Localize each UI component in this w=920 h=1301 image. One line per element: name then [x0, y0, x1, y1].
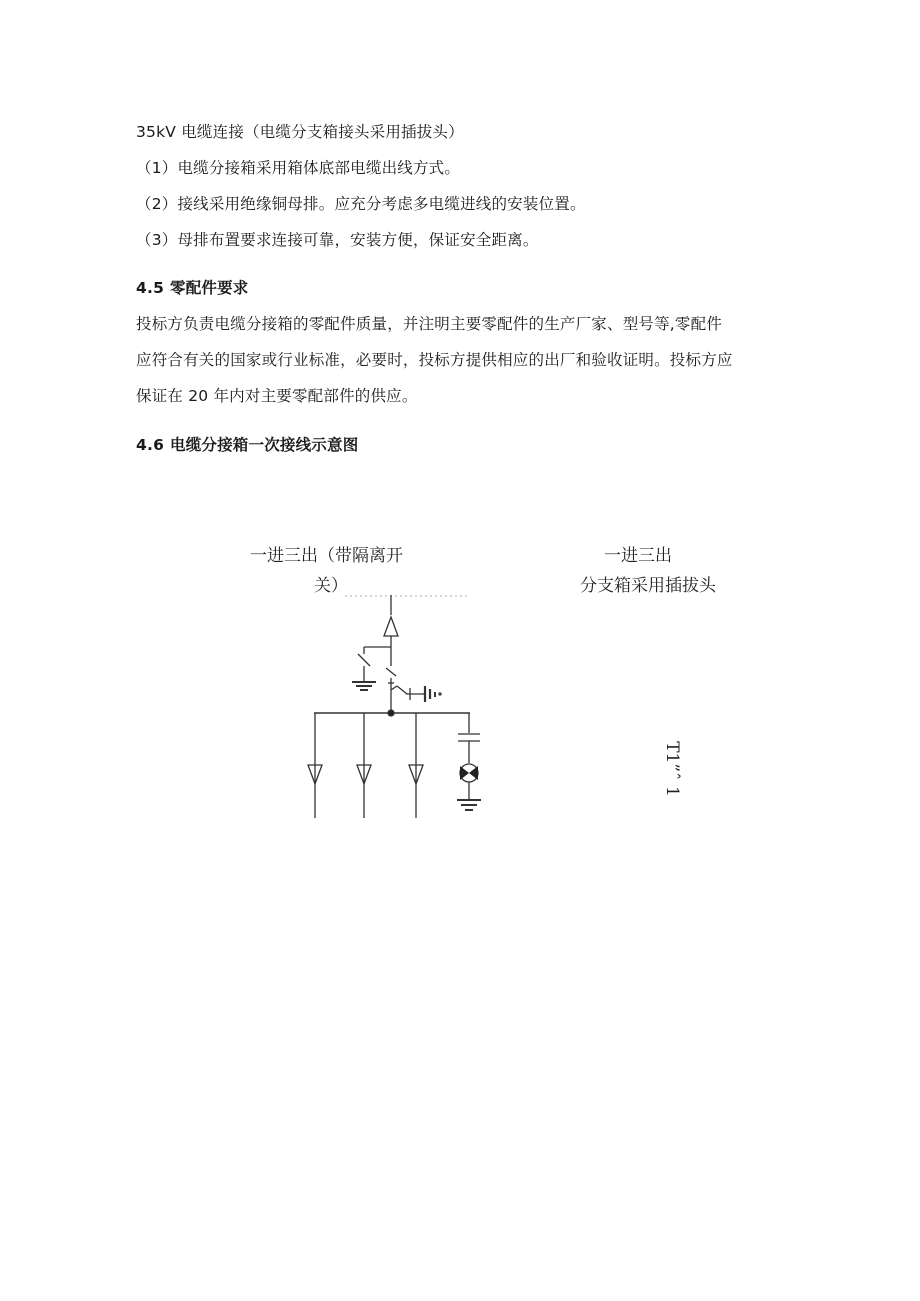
paragraph-line: 保证在 20 年内对主要零配部件的供应。: [136, 387, 418, 405]
heading-35kv: 35kV 电缆连接（电缆分支箱接头采用插拔头）: [136, 123, 464, 141]
cable-terminal-icon: [384, 617, 398, 636]
list-item: （3）母排布置要求连接可靠，安装方便，保证安全距离。: [136, 231, 539, 249]
section-title: 零配件要求: [170, 279, 249, 297]
list-item: （2）接线采用绝缘铜母排。应充分考虑多电缆进线的安装位置。: [136, 195, 586, 213]
earth-switch-blade: [358, 654, 370, 666]
section-title: 电缆分接箱一次接线示意图: [170, 436, 359, 454]
right-diagram-caption: 分支箱采用插拔头: [580, 576, 716, 596]
artifact-text: T1”ˆ 1: [661, 741, 682, 797]
paragraph-line: 应符合有关的国家或行业标准，必要时，投标方提供相应的出厂和验收证明。投标方应: [136, 351, 733, 369]
right-diagram-caption: 一进三出: [604, 546, 672, 566]
bus-junction: [388, 710, 394, 716]
section-number: 4.5: [136, 279, 165, 297]
isolator-contact: [391, 686, 397, 690]
isolator-switch-blade: [386, 668, 396, 676]
paragraph-line: 投标方负责电缆分接箱的零配件质量，并注明主要零配件的生产厂家、型号等,零配件: [136, 315, 723, 333]
left-diagram-caption: 一进三出（带隔离开: [250, 546, 403, 566]
left-diagram-caption: 关）: [314, 576, 348, 596]
section-number: 4.6: [136, 436, 165, 454]
list-item: （1）电缆分接箱采用箱体底部电缆出线方式。: [136, 159, 461, 177]
